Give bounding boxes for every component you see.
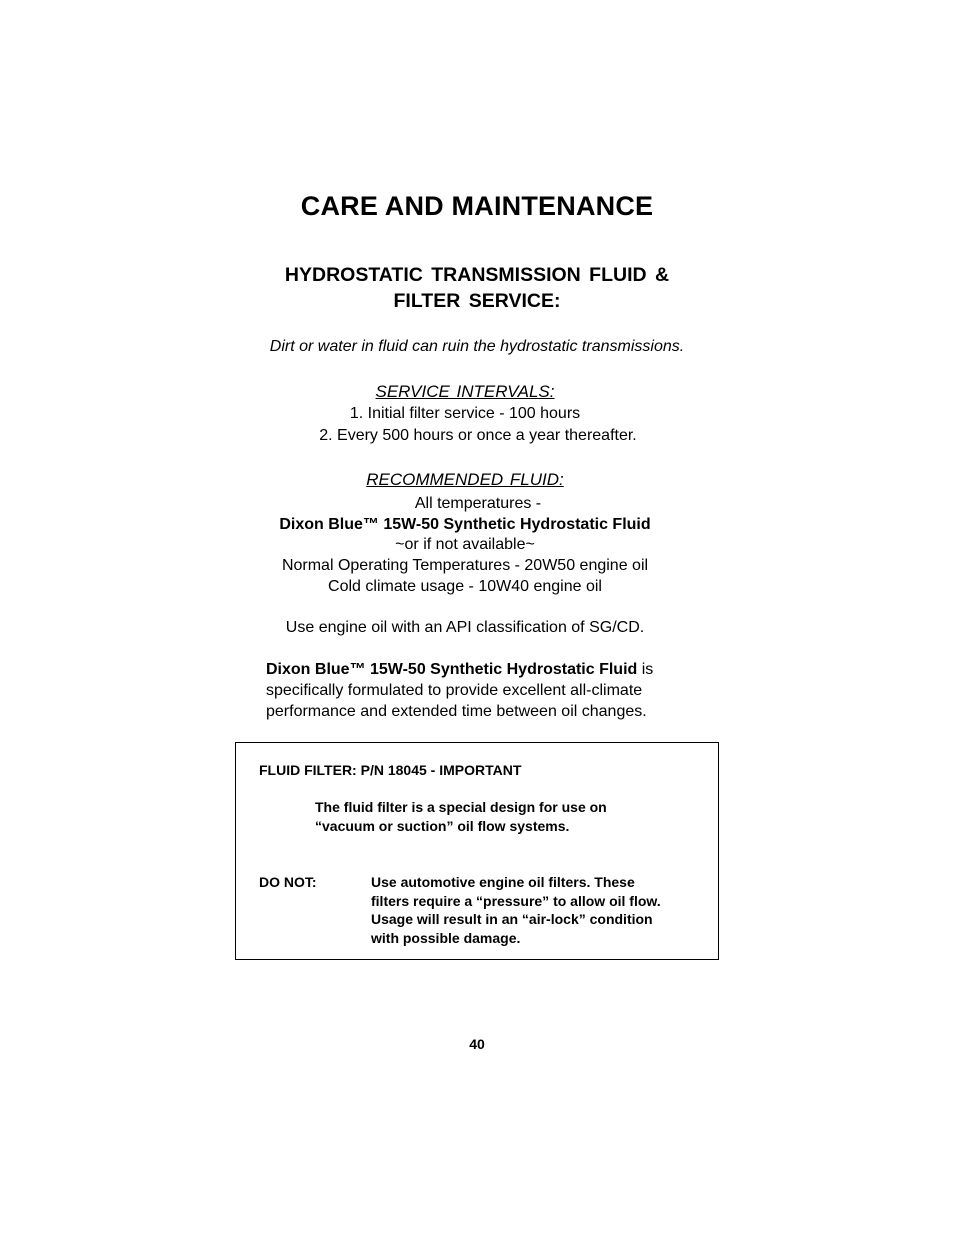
- service-interval-item: 1. Initial filter service - 100 hours: [349, 405, 581, 422]
- fluid-warning: Dirt or water in fluid can ruin the hydrostatic transmissions.: [269, 338, 685, 355]
- api-classification-note: Use engine oil with an API classification of SG/CD.: [285, 619, 645, 636]
- product-name-bold: Dixon Blue™ 15W-50 Synthetic Hydrostatic Fluid: [266, 661, 638, 678]
- page-number: 40: [469, 1036, 485, 1052]
- all-temperatures-text: All temperatures -: [414, 495, 542, 512]
- do-not-line: filters require a “pressure” to allow oil flow.: [371, 893, 661, 909]
- do-not-label: DO NOT:: [259, 874, 317, 890]
- section-heading-line2: FILTER SERVICE:: [393, 290, 561, 312]
- recommended-fluid-heading: RECOMMENDED FLUID:: [366, 470, 564, 489]
- page-title: CARE AND MAINTENANCE: [300, 191, 654, 221]
- service-intervals-heading: SERVICE INTERVALS:: [375, 382, 555, 401]
- fluid-filter-header: FLUID FILTER: P/N 18045 - IMPORTANT: [259, 762, 522, 778]
- product-paragraph-is: is: [637, 661, 654, 678]
- cold-climate-oil: Cold climate usage - 10W40 engine oil: [328, 578, 602, 595]
- service-interval-item: 2. Every 500 hours or once a year thereafter.: [319, 427, 637, 444]
- alternative-text: ~or if not available~: [395, 536, 535, 553]
- section-heading-line1: HYDROSTATIC TRANSMISSION FLUID &: [284, 264, 670, 286]
- product-paragraph-line3: performance and extended time between oil changes.: [266, 703, 647, 720]
- product-paragraph-line2: specifically formulated to provide excellent all-climate: [266, 682, 643, 699]
- fluid-filter-notice-box: [235, 742, 719, 960]
- product-paragraph: [266, 659, 726, 722]
- filter-note-line: The fluid filter is a special design for use on: [315, 799, 607, 815]
- do-not-line: Usage will result in an “air-lock” condition: [371, 911, 653, 927]
- do-not-line: Use automotive engine oil filters. These: [371, 874, 635, 890]
- filter-note-line: “vacuum or suction” oil flow systems.: [315, 818, 570, 834]
- product-paragraph-line1: [266, 659, 726, 680]
- recommended-product-name: Dixon Blue™ 15W-50 Synthetic Hydrostatic Fluid: [279, 516, 651, 533]
- do-not-line: with possible damage.: [371, 930, 521, 946]
- normal-temp-oil: Normal Operating Temperatures - 20W50 engine oil: [281, 557, 649, 574]
